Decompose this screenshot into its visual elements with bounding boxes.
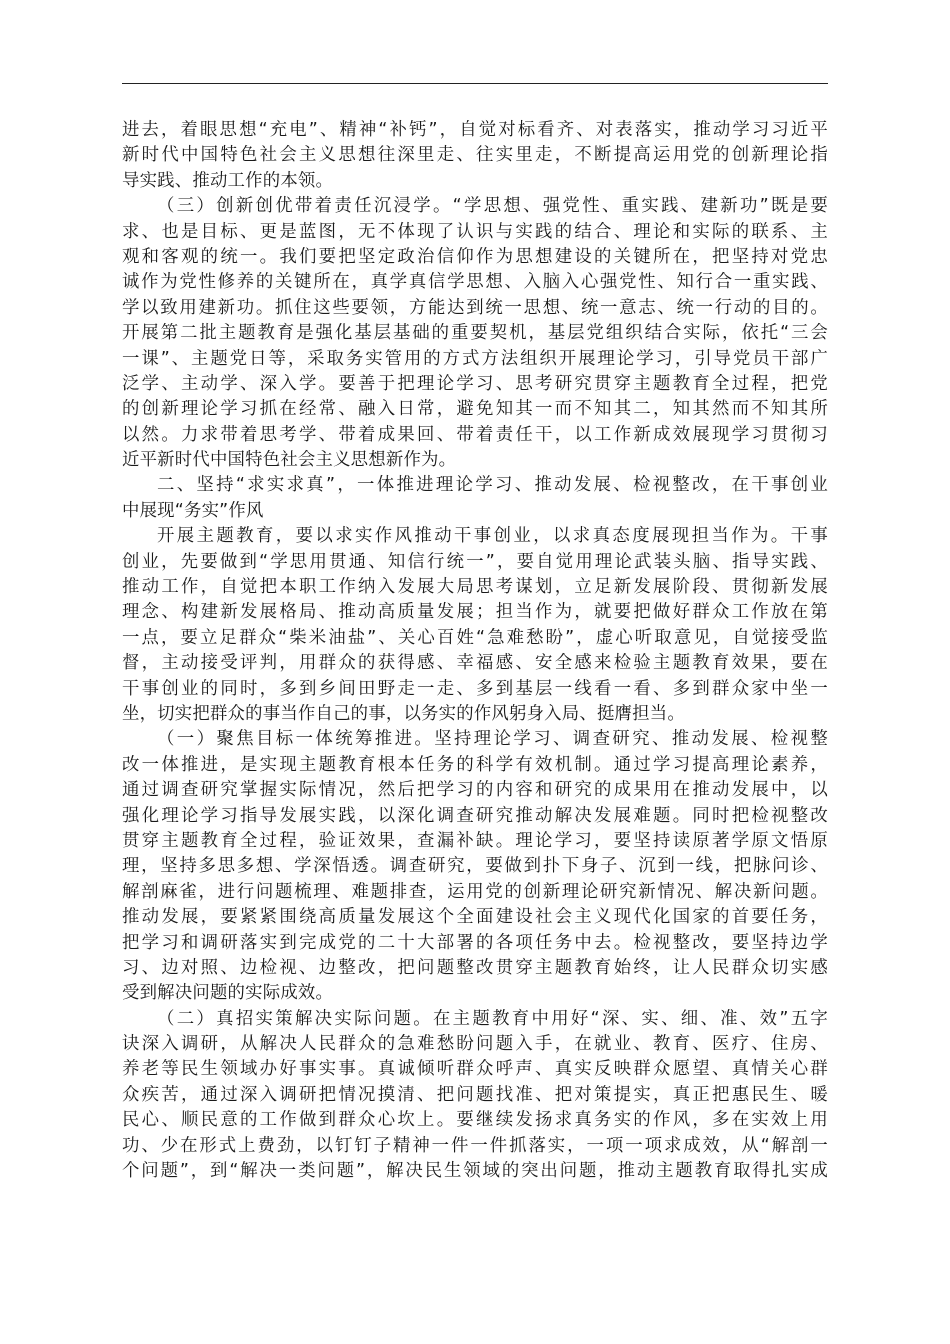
text-line: 解剖麻雀，进行问题梳理、难题排查，运用党的创新理论研究新情况、解决新问题。 (122, 881, 828, 902)
text-line: 督，主动接受评判，用群众的获得感、幸福感、安全感来检验主题教育效果，要在 (122, 653, 828, 674)
text-line: 求、也是目标、更是蓝图，无不体现了认识与实践的结合、理论和实际的联系、主 (122, 221, 828, 242)
text-line: 推动工作，自觉把本职工作纳入发展大局思考谋划，立足新发展阶段、贯彻新发展 (122, 577, 828, 598)
text-line: 通过调查研究掌握实际情况，然后把学习的内容和研究的成果用在推动发展中，以 (122, 780, 828, 801)
text-line: 中展现“务实”作风 (122, 500, 264, 521)
text-line: 把学习和调研落实到完成党的二十大部署的各项任务中去。检视整改，要坚持边学 (122, 932, 828, 953)
text-line: 个问题”，到“解决一类问题”，解决民生领域的突出问题，推动主题教育取得扎实成 (122, 1161, 828, 1182)
text-line: 功、少在形式上费劲，以钉钉子精神一件一件抓落实，一项一项求成效，从“解剖一 (122, 1135, 828, 1156)
text-line: （三）创新创优带着责任沉浸学。“学思想、强党性、重实践、建新功”既是要 (157, 196, 828, 217)
text-line: 习、边对照、边检视、边整改，把问题整改贯穿主题教育始终，让人民群众切实感 (122, 957, 828, 978)
text-line: 养老等民生领域办好事实事。真诚倾听群众呼声、真实反映群众愿望、真情关心群 (122, 1059, 828, 1080)
text-line: 诀深入调研，从解决人民群众的急难愁盼问题入手，在就业、教育、医疗、住房、 (122, 1034, 828, 1055)
header-rule (122, 83, 828, 84)
text-line: 的创新理论学习抓在经常、融入日常，避免知其一而不知其二，知其然而不知其所 (122, 399, 828, 420)
text-line: 干事创业的同时，多到乡间田野走一走、多到基层一线看一看、多到群众家中坐一 (122, 678, 828, 699)
text-line: 理，坚持多思多想、学深悟透。调查研究，要做到扑下身子、沉到一线，把脉问诊、 (122, 856, 828, 877)
text-line: 泛学、主动学、深入学。要善于把理论学习、思考研究贯穿主题教育全过程，把党 (122, 373, 828, 394)
text-line: 民心、顺民意的工作做到群众心坎上。要继续发扬求真务实的作风，多在实效上用 (122, 1110, 828, 1131)
text-line: 推动发展，要紧紧围绕高质量发展这个全面建设社会主义现代化国家的首要任务， (122, 907, 828, 928)
text-line: （二）真招实策解决实际问题。在主题教育中用好“深、实、细、准、效”五字 (157, 1008, 828, 1029)
text-line: 众疾苦，通过深入调研把情况摸清、把问题找准、把对策提实，真正把惠民生、暖 (122, 1084, 828, 1105)
text-line: 理念、构建新发展格局、推动高质量发展；担当作为，就要把做好群众工作放在第 (122, 602, 828, 623)
text-line: 以然。力求带着思考学、带着成果回、带着责任干，以工作新成效展现学习贯彻习 (122, 424, 828, 445)
text-line: 一点，要立足群众“柴米油盐”、关心百姓“急难愁盼”，虚心听取意见，自觉接受监 (122, 627, 828, 648)
text-line: 开展第二批主题教育是强化基层基础的重要契机，基层党组织结合实际，依托“三会 (122, 323, 828, 344)
text-line: 强化理论学习指导发展实践，以深化调查研究推动解决发展难题。同时把检视整改 (122, 805, 828, 826)
text-line: 坐，切实把群众的事当作自己的事，以务实的作风躬身入局、挺膺担当。 (122, 703, 685, 724)
text-line: 改一体推进，是实现主题教育根本任务的科学有效机制。通过学习提高理论素养， (122, 754, 828, 775)
text-line: 观和客观的统一。我们要把坚定政治信仰作为思想建设的关键所在，把坚持对党忠 (122, 246, 828, 267)
text-line: 进去，着眼思想“充电”、精神“补钙”，自觉对标看齐、对表落实，推动学习习近平 (122, 120, 828, 140)
text-line: 新时代中国特色社会主义思想往深里走、往实里走，不断提高运用党的创新理论指 (122, 145, 828, 166)
text-line: 近平新时代中国特色社会主义思想新作为。 (122, 450, 457, 471)
text-line: 创业，先要做到“学思用贯通、知信行统一”，要自觉用理论武装头脑、指导实践、 (122, 551, 828, 572)
text-line: 学以致用建新功。抓住这些要领，方能达到统一思想、统一意志、统一行动的目的。 (122, 297, 828, 318)
text-line: （一）聚焦目标一体统筹推进。坚持理论学习、调查研究、推动发展、检视整 (157, 729, 828, 750)
text-line: 导实践、推动工作的本领。 (122, 170, 334, 191)
text-line: 受到解决问题的实际成效。 (122, 983, 334, 1004)
text-line: 开展主题教育，要以求实作风推动干事创业，以求真态度展现担当作为。干事 (157, 526, 828, 547)
text-line: 一课”、主题党日等，采取务实管用的方式方法组织开展理论学习，引导党员干部广 (122, 348, 828, 369)
text-line: 诚作为党性修养的关键所在，真学真信学思想、入脑入心强党性、知行合一重实践、 (122, 272, 828, 293)
text-line: 贯穿主题教育全过程，验证效果，查漏补缺。理论学习，要坚持读原著学原文悟原 (122, 830, 828, 851)
text-line: 二、坚持“求实求真”，一体推进理论学习、推动发展、检视整改，在干事创业 (157, 475, 828, 496)
document-body (122, 118, 828, 1184)
